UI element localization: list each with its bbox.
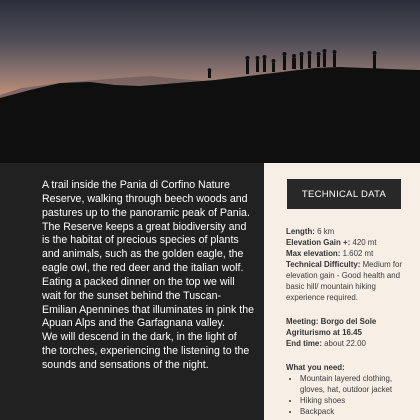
elevation-gain-row [286, 237, 410, 248]
technical-data-button[interactable]: TECHNICAL DATA [287, 179, 401, 209]
list-item: • Hiking shoes [300, 395, 410, 406]
need-list [286, 373, 410, 417]
difficulty-label: Technical Difficulty: [286, 260, 361, 269]
max-elevation-value: 1.602 mt [342, 249, 374, 258]
need-label: What you need: [286, 363, 345, 372]
end-time-label: End time: [286, 339, 322, 348]
length-label: Length: [286, 227, 315, 236]
difficulty-value: Medium for elevation gain - Good health and basic hill/ mountain hiking experience required. [286, 260, 403, 302]
technical-info [286, 226, 410, 417]
sunset-ridge-image [0, 0, 420, 163]
trail-description: A trail inside the Pania di Corfino Nature Reserve, walking through beech woods and pastures up to the panoramic peak of Pania. The Reserve keeps a great biodiversity and is the habitat of precious species of plants and animals, such as the golden eagle, the eagle owl, the red deer and the italian wolf. Eating a packed dinner on the top we will wait for the sunset behind the Tuscan-Emilian Apennines that illuminates in pink the Apuan Alps and the Garfagnana valley. We will descend in the dark, in the light of the torches, experiencing the listening to the sounds and sensations of the night. [42, 179, 254, 371]
hero-photo [0, 0, 420, 163]
elevation-gain-value: 420 mt [352, 238, 377, 247]
list-item: • Mountain layered clothing, gloves, hat, outdoor jacket [300, 373, 410, 395]
content-area [0, 163, 420, 420]
meeting-row [286, 316, 410, 338]
list-item: • Backpack [300, 406, 410, 417]
length-row [286, 226, 410, 237]
end-time-row [286, 338, 410, 349]
max-elevation-row [286, 248, 410, 259]
need-row [286, 362, 410, 373]
meeting-label: Meeting: Borgo del Sole Agriturismo at 16.45 [286, 317, 377, 337]
difficulty-row [286, 259, 410, 303]
length-value: 6 km [317, 227, 335, 236]
description-column [0, 163, 264, 420]
elevation-gain-label: Elevation Gain +: [286, 238, 351, 247]
technical-panel [264, 163, 420, 420]
max-elevation-label: Max elevation: [286, 249, 341, 258]
end-time-value: about 22.00 [324, 339, 366, 348]
